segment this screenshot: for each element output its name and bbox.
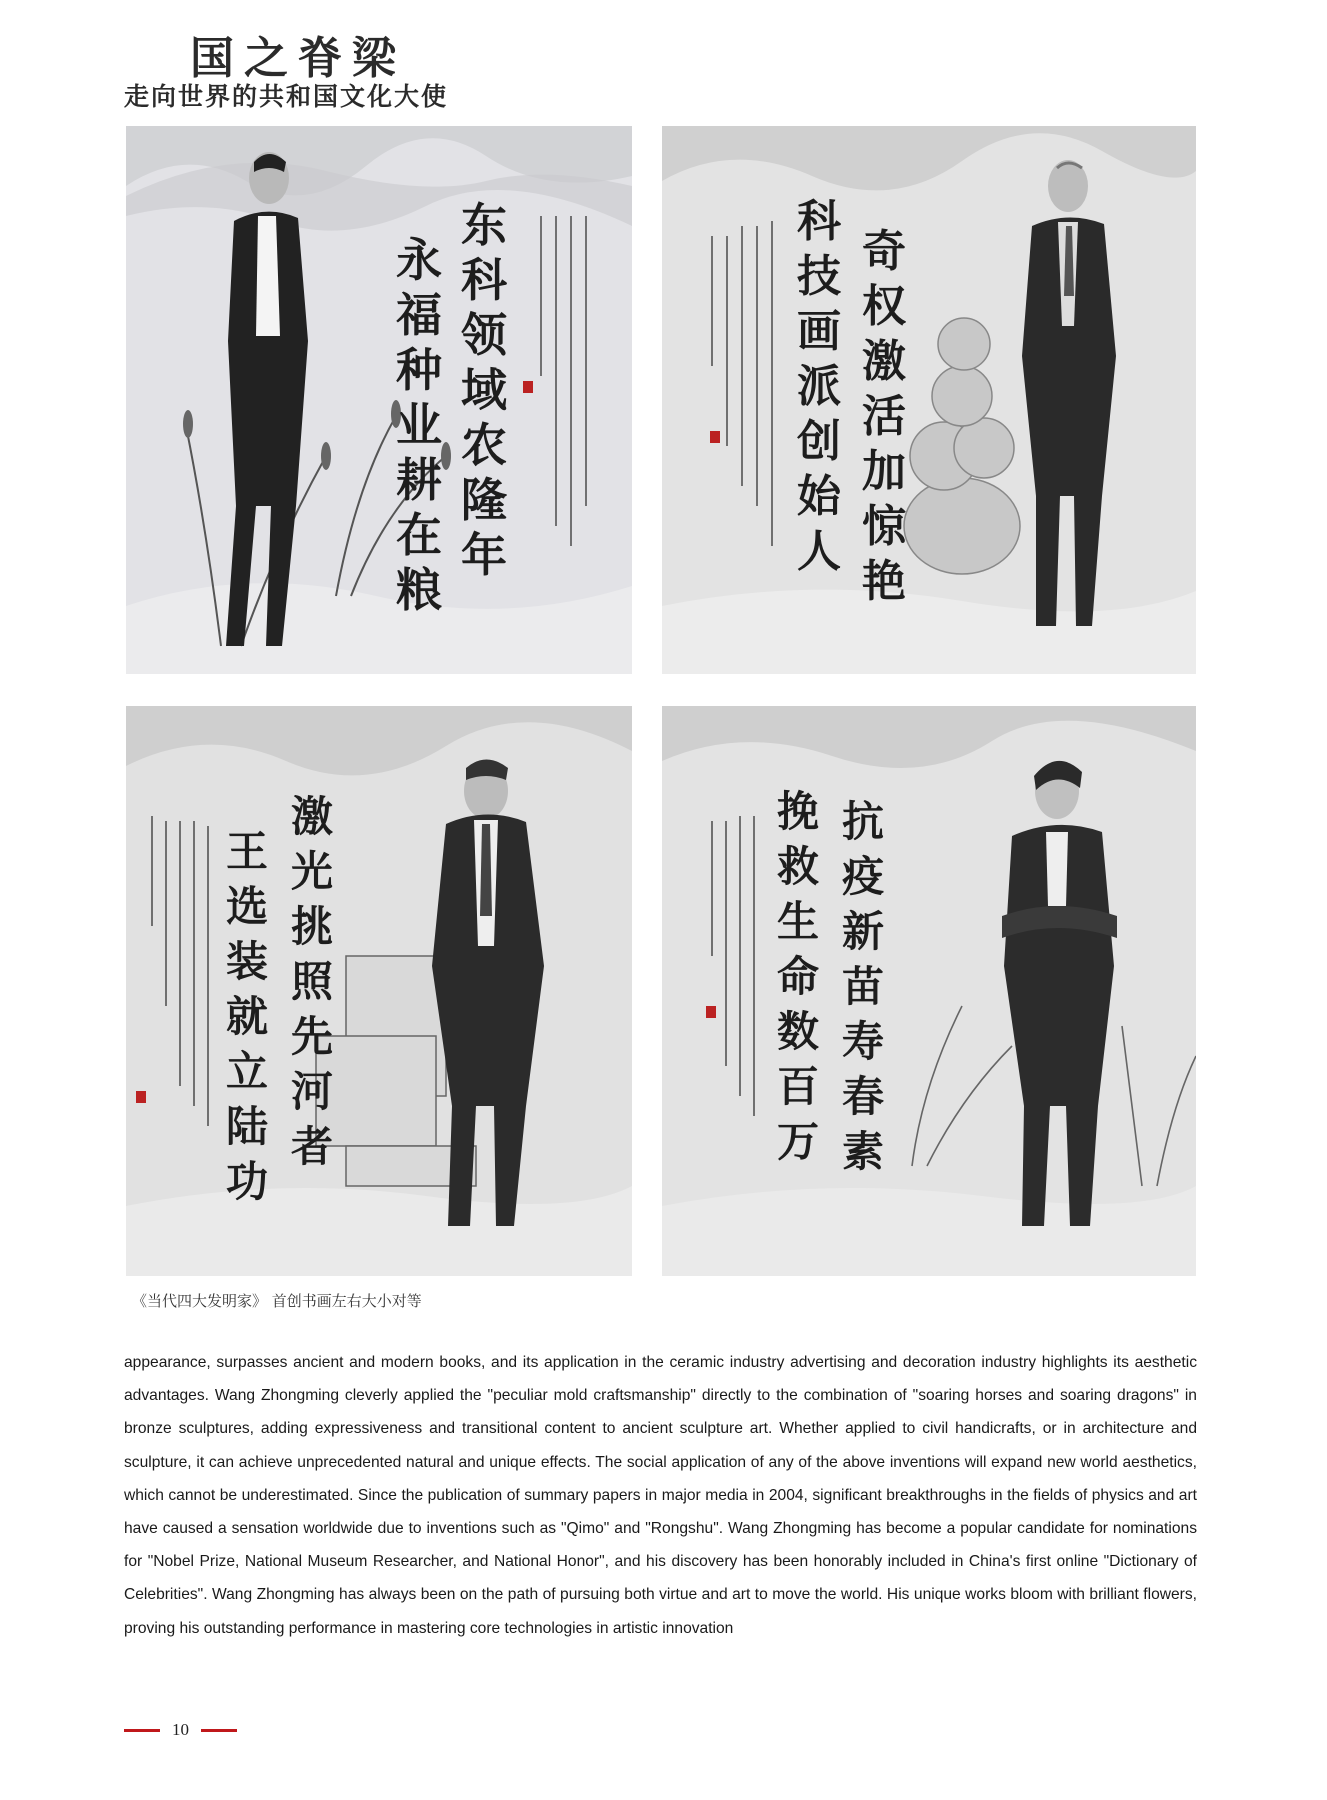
page-subtitle: 走向世界的共和国文化大使 (124, 82, 449, 111)
body-paragraph: appearance, surpasses ancient and modern books, and its application in the ceramic industry advertising and decoration industry highlights its aesthetic advantages. Wang Zhongming cleverly applied the "peculiar mold craftsmanship" directly to the combination of "soaring horses and soaring dragons" in bronze sculptures, adding expressiveness and transitional content to ancient sculpture art. Whether applied to civil handicrafts, or in architecture and sculpture, it can achieve unprecedented natural and unique effects. The social application of any of the above inventions will expand new world aesthetics, which cannot be underestimated. Since the publication of summary papers in major media in 2004, significant breakthroughs in the fields of physics and art have caused a sensation worldwide due to inventions such as "Qimo" and "Rongshu". Wang Zhongming has become a popular candidate for nominations for "Nobel Prize, National Museum Researcher, and National Honor", and his discovery has been honorably included in China's first online "Dictionary of Celebrities". Wang Zhongming has always been on the path of pursuing both virtue and art to move the world. His unique works bloom with brilliant flowers, proving his outstanding performance in mastering core technologies in artistic innovation (124, 1354, 1197, 1637)
svg-text:者: 者 (291, 1122, 334, 1171)
svg-text:技: 技 (797, 251, 841, 302)
svg-text:生: 生 (777, 897, 820, 946)
svg-text:救: 救 (777, 842, 820, 891)
svg-text:百: 百 (777, 1062, 820, 1111)
svg-text:陆: 陆 (226, 1102, 269, 1151)
svg-text:加: 加 (862, 446, 906, 497)
svg-text:权: 权 (862, 281, 906, 332)
svg-text:域: 域 (461, 363, 507, 417)
page-footer (124, 1718, 237, 1742)
svg-text:种: 种 (396, 343, 442, 397)
svg-text:命: 命 (777, 952, 820, 1001)
svg-text:人: 人 (797, 526, 841, 577)
svg-text:数: 数 (777, 1007, 820, 1056)
svg-text:科: 科 (797, 196, 841, 247)
painting-bottom-left-image (126, 706, 632, 1276)
footer-rule-left (124, 1729, 160, 1732)
svg-text:农: 农 (461, 418, 507, 472)
svg-text:先: 先 (291, 1012, 334, 1061)
svg-text:疫: 疫 (842, 852, 885, 901)
svg-text:活: 活 (862, 391, 906, 442)
svg-text:始: 始 (797, 471, 841, 522)
svg-text:挽: 挽 (777, 787, 820, 836)
svg-text:寿: 寿 (842, 1017, 885, 1066)
svg-text:年: 年 (461, 528, 507, 582)
svg-text:选: 选 (226, 882, 269, 931)
figure-caption: 《当代四大发明家》 首创书画左右大小对等 (132, 1292, 422, 1310)
svg-text:粮: 粮 (396, 563, 442, 617)
svg-text:福: 福 (396, 288, 442, 342)
svg-text:春: 春 (842, 1072, 885, 1121)
svg-text:河: 河 (291, 1067, 334, 1116)
svg-text:激: 激 (291, 792, 334, 841)
svg-text:画: 画 (797, 306, 841, 357)
footer-rule-right (201, 1729, 237, 1732)
svg-text:永: 永 (396, 233, 442, 287)
svg-text:立: 立 (226, 1047, 269, 1096)
svg-text:抗: 抗 (842, 797, 885, 846)
painting-bottom-right (662, 706, 1196, 1276)
svg-text:照: 照 (291, 957, 334, 1006)
svg-text:惊: 惊 (862, 501, 906, 552)
painting-top-left (126, 126, 632, 674)
svg-text:万: 万 (777, 1117, 820, 1166)
svg-text:派: 派 (797, 361, 841, 412)
svg-text:领: 领 (461, 308, 507, 362)
svg-text:科: 科 (461, 253, 507, 307)
svg-text:在: 在 (396, 508, 442, 562)
painting-top-right (662, 126, 1196, 674)
svg-text:王: 王 (226, 827, 269, 876)
svg-text:创: 创 (797, 416, 841, 467)
page-number: 10 (172, 1720, 189, 1739)
page-title: 国之脊梁 (190, 33, 406, 84)
svg-text:挑: 挑 (291, 902, 334, 951)
svg-text:耕: 耕 (396, 453, 442, 507)
svg-text:激: 激 (862, 336, 906, 387)
svg-text:光: 光 (291, 847, 334, 896)
svg-text:业: 业 (396, 398, 442, 452)
svg-text:新: 新 (842, 907, 885, 956)
svg-text:功: 功 (226, 1157, 269, 1206)
painting-top-left-image (126, 126, 632, 674)
svg-text:隆: 隆 (461, 473, 507, 527)
svg-text:东: 东 (461, 198, 507, 252)
svg-text:艳: 艳 (862, 556, 906, 607)
svg-text:装: 装 (226, 937, 269, 986)
painting-bottom-right-image (662, 706, 1196, 1276)
painting-top-right-image (662, 126, 1196, 674)
svg-text:就: 就 (226, 992, 269, 1041)
svg-text:苗: 苗 (842, 962, 885, 1011)
svg-text:素: 素 (842, 1127, 885, 1176)
painting-bottom-left (126, 706, 632, 1276)
svg-text:奇: 奇 (862, 226, 906, 277)
